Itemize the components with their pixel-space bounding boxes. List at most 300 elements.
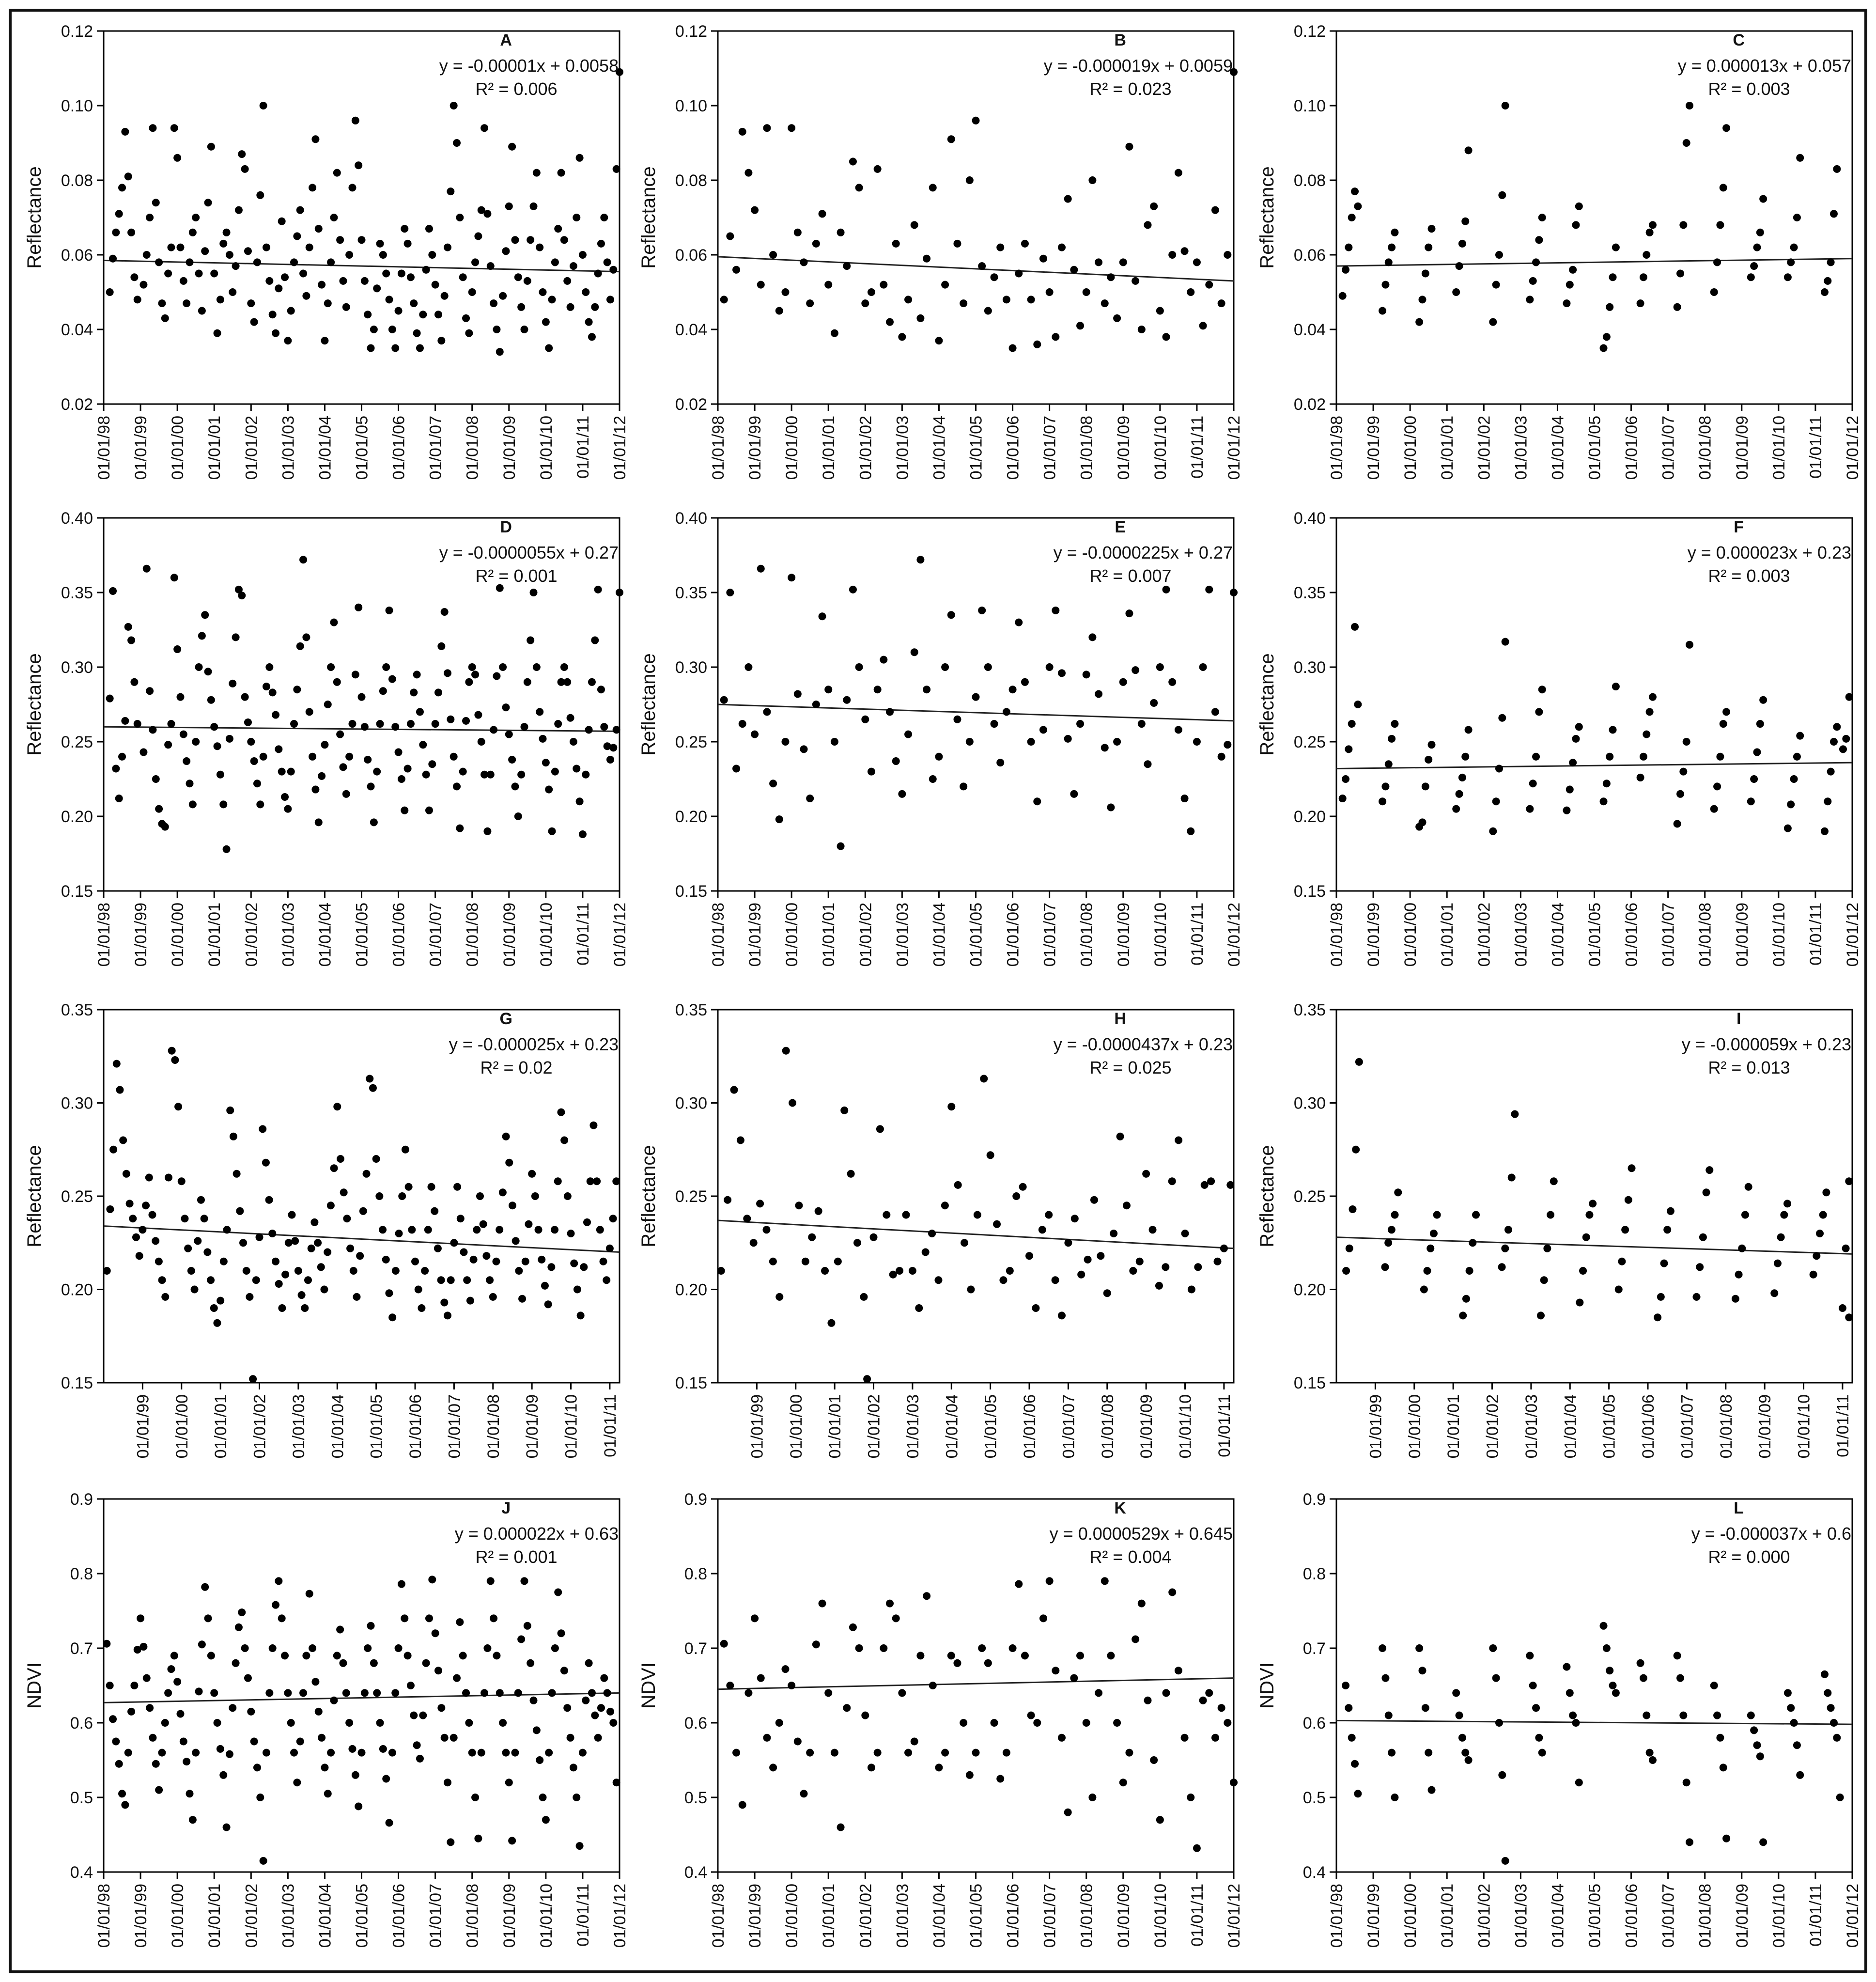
data-point <box>1600 797 1608 805</box>
data-point <box>1606 753 1613 761</box>
data-point <box>171 574 178 581</box>
data-point <box>192 738 200 746</box>
y-tick-label-F: 0.25 <box>1293 733 1326 751</box>
x-tick-label-C: 01/01/10 <box>1769 416 1788 480</box>
data-point <box>462 1689 470 1697</box>
data-point <box>441 608 449 616</box>
data-point <box>402 1146 409 1154</box>
data-point <box>855 663 863 671</box>
y-tick-label-B: 0.06 <box>675 246 707 265</box>
data-point <box>916 314 924 322</box>
data-point <box>1181 1734 1189 1742</box>
data-point <box>364 311 372 318</box>
data-point <box>372 1155 380 1163</box>
panel-C <box>1256 22 1862 480</box>
data-point <box>132 1233 140 1241</box>
data-point <box>1144 760 1152 768</box>
data-point <box>115 1760 123 1768</box>
data-point <box>483 210 491 218</box>
data-point <box>168 1047 176 1055</box>
data-point <box>481 1689 488 1697</box>
x-tick-label-F: 01/01/99 <box>1364 903 1383 967</box>
data-point <box>991 1719 998 1727</box>
y-tick-label-K: 0.8 <box>684 1565 707 1583</box>
data-point <box>1830 1719 1838 1727</box>
data-point <box>275 1577 282 1585</box>
x-tick-label-L: 01/01/12 <box>1844 1884 1862 1948</box>
data-point <box>437 642 445 650</box>
data-point <box>1211 206 1219 214</box>
data-point <box>376 1719 384 1727</box>
y-axis-label-A: Reflectance <box>24 166 45 269</box>
data-point <box>1046 663 1054 671</box>
data-point <box>868 768 875 776</box>
data-point <box>530 589 538 596</box>
data-point <box>281 273 289 281</box>
data-point <box>1021 678 1029 686</box>
data-point <box>192 214 200 221</box>
y-tick-label-J: 0.7 <box>70 1639 93 1658</box>
data-point <box>1351 187 1359 195</box>
data-point <box>1713 258 1721 266</box>
data-point <box>1168 1589 1176 1596</box>
data-point <box>259 1125 266 1133</box>
data-point <box>314 1239 322 1247</box>
data-point <box>1107 1652 1115 1659</box>
data-point <box>253 258 261 266</box>
x-tick-label-H: 01/01/05 <box>981 1394 1000 1459</box>
data-point <box>514 273 522 281</box>
data-point <box>837 843 845 850</box>
data-point <box>923 255 930 263</box>
data-point <box>567 714 574 722</box>
data-point <box>591 1712 599 1719</box>
data-point <box>1458 774 1466 781</box>
data-point <box>1354 1790 1362 1797</box>
data-point <box>1461 218 1469 225</box>
data-point <box>278 1304 286 1312</box>
data-point <box>1566 786 1574 794</box>
data-point <box>1537 1311 1545 1319</box>
data-point <box>1827 768 1835 776</box>
x-tick-label-K: 01/01/12 <box>1225 1884 1243 1948</box>
data-point <box>1175 169 1182 177</box>
data-point <box>143 1674 151 1682</box>
data-point <box>1569 266 1577 274</box>
panel-letter-G: G <box>499 1010 512 1028</box>
y-axis-label-E: Reflectance <box>638 653 659 756</box>
data-point <box>1125 143 1133 151</box>
data-point <box>762 1226 770 1233</box>
data-point <box>490 726 497 733</box>
data-point <box>934 1276 942 1284</box>
data-point <box>1083 288 1090 296</box>
data-point <box>548 827 556 835</box>
data-point <box>272 711 279 719</box>
data-point <box>363 1170 371 1178</box>
y-tick-label-B: 0.12 <box>675 22 707 41</box>
data-point <box>1424 1267 1431 1275</box>
x-tick-label-B: 01/01/00 <box>783 416 802 480</box>
data-point <box>1654 1313 1661 1321</box>
data-point <box>1188 1286 1195 1294</box>
data-point <box>1339 292 1347 300</box>
data-point <box>868 1764 875 1771</box>
x-tick-label-K: 01/01/05 <box>967 1884 986 1948</box>
data-point <box>416 344 424 352</box>
x-tick-label-C: 01/01/08 <box>1696 416 1715 480</box>
y-tick-label-J: 0.5 <box>70 1789 93 1807</box>
x-tick-label-J: 01/01/98 <box>95 1884 113 1948</box>
y-tick-label-D: 0.35 <box>61 584 93 602</box>
data-point <box>1526 1652 1534 1659</box>
x-tick-label-K: 01/01/00 <box>783 1884 802 1948</box>
data-point <box>214 329 221 337</box>
data-point <box>376 240 384 248</box>
data-point <box>505 1779 513 1786</box>
data-point <box>395 307 403 315</box>
data-point <box>121 128 129 136</box>
data-point <box>1076 322 1084 329</box>
data-point <box>929 184 937 191</box>
data-point <box>1489 827 1497 835</box>
x-tick-label-K: 01/01/09 <box>1114 1884 1133 1948</box>
data-point <box>496 348 504 356</box>
data-point <box>287 1719 295 1727</box>
data-point <box>520 326 528 333</box>
data-point <box>1845 1177 1853 1185</box>
data-point <box>1033 1719 1041 1727</box>
data-point <box>750 1239 758 1247</box>
data-point <box>425 1614 433 1622</box>
data-point <box>343 1215 351 1222</box>
data-point <box>1732 1295 1739 1303</box>
data-point <box>1181 247 1189 255</box>
data-point <box>115 210 123 218</box>
data-point <box>1529 277 1537 285</box>
data-point <box>321 741 328 749</box>
data-point <box>437 1704 445 1712</box>
data-point <box>204 1614 212 1622</box>
data-point <box>1025 1252 1033 1260</box>
data-point <box>892 757 900 765</box>
data-point <box>600 1674 608 1682</box>
data-point <box>1824 1689 1831 1697</box>
data-point <box>1045 1211 1053 1219</box>
data-point <box>1101 1577 1109 1585</box>
data-point <box>311 786 319 794</box>
y-tick-label-C: 0.08 <box>1293 172 1326 190</box>
data-point <box>542 318 550 326</box>
data-point <box>499 1188 507 1196</box>
data-point <box>1649 1756 1657 1764</box>
data-point <box>432 281 439 289</box>
y-tick-label-L: 0.6 <box>1302 1714 1326 1732</box>
data-point <box>401 225 408 233</box>
regression-equation-A: y = -0.00001x + 0.0058 <box>439 56 619 76</box>
data-point <box>1720 1764 1727 1771</box>
data-point <box>582 288 589 296</box>
data-point <box>1348 214 1356 221</box>
data-point <box>119 1137 127 1144</box>
data-point <box>318 281 326 289</box>
y-tick-label-E: 0.30 <box>675 658 707 677</box>
data-point <box>308 1245 315 1252</box>
data-point <box>375 1192 383 1200</box>
data-point <box>904 731 912 738</box>
data-point <box>1489 318 1497 326</box>
data-point <box>837 229 845 236</box>
data-point <box>1381 782 1389 790</box>
data-point <box>1150 699 1158 707</box>
data-point <box>453 139 461 147</box>
data-point <box>1759 696 1767 704</box>
x-tick-label-K: 01/01/02 <box>856 1884 875 1948</box>
x-tick-label-C: 01/01/09 <box>1733 416 1752 480</box>
x-tick-label-B: 01/01/10 <box>1151 416 1170 480</box>
data-point <box>886 708 894 716</box>
data-point <box>909 1267 916 1275</box>
data-point <box>570 738 577 746</box>
data-point <box>432 1629 439 1637</box>
data-point <box>1674 820 1681 827</box>
data-point <box>1504 1226 1512 1233</box>
data-point <box>1381 1674 1389 1682</box>
data-point <box>281 793 289 801</box>
data-point <box>1129 1267 1137 1275</box>
data-point <box>1603 333 1611 341</box>
data-point <box>489 1293 497 1301</box>
data-point <box>916 556 924 563</box>
data-point <box>1735 1271 1743 1279</box>
panel-letter-K: K <box>1114 1499 1126 1517</box>
data-point <box>391 344 399 352</box>
data-point <box>1101 299 1109 307</box>
data-point <box>769 780 777 787</box>
y-tick-label-C: 0.12 <box>1293 22 1326 41</box>
data-point <box>1716 753 1724 761</box>
data-point <box>1643 731 1650 738</box>
data-point <box>201 1215 208 1222</box>
data-point <box>1012 1192 1020 1200</box>
x-tick-label-K: 01/01/11 <box>1188 1884 1207 1947</box>
data-point <box>407 273 415 281</box>
data-point <box>579 251 587 259</box>
data-point <box>278 768 286 776</box>
data-point <box>1095 690 1102 698</box>
data-point <box>288 1211 295 1219</box>
data-point <box>1113 314 1121 322</box>
x-tick-label-C: 01/01/11 <box>1806 416 1825 479</box>
data-point <box>1214 1258 1222 1265</box>
data-point <box>1489 1644 1497 1652</box>
data-point <box>954 1181 962 1189</box>
data-point <box>201 247 209 255</box>
data-point <box>447 1838 454 1846</box>
data-point <box>860 1293 868 1301</box>
data-point <box>916 1652 924 1659</box>
data-point <box>1033 341 1041 348</box>
data-point <box>246 1293 253 1301</box>
data-point <box>342 303 350 311</box>
x-tick-label-I: 01/01/03 <box>1522 1394 1541 1459</box>
data-point <box>1064 1239 1072 1247</box>
data-point <box>281 1652 289 1659</box>
data-point <box>226 735 233 743</box>
data-point <box>189 800 197 808</box>
data-point <box>263 1749 270 1757</box>
data-point <box>296 1738 304 1746</box>
data-point <box>171 1652 178 1659</box>
data-point <box>585 318 593 326</box>
data-point <box>1019 1183 1027 1191</box>
r-squared-G: R² = 0.02 <box>480 1058 553 1077</box>
data-point <box>1582 1233 1590 1241</box>
data-point <box>551 768 559 776</box>
x-tick-label-F: 01/01/00 <box>1401 903 1420 967</box>
data-point <box>775 1293 783 1301</box>
data-point <box>499 663 507 671</box>
x-tick-label-I: 01/01/04 <box>1561 1394 1580 1459</box>
data-point <box>1538 1749 1546 1757</box>
data-point <box>720 1640 728 1648</box>
data-point <box>456 214 464 221</box>
data-point <box>800 745 808 753</box>
data-point <box>606 1708 614 1716</box>
data-point <box>462 717 470 725</box>
data-point <box>263 244 270 251</box>
x-tick-label-F: 01/01/01 <box>1438 903 1457 967</box>
data-point <box>953 240 961 248</box>
data-point <box>720 696 728 704</box>
data-point <box>127 1708 135 1716</box>
data-point <box>1187 827 1194 835</box>
data-point <box>1625 1196 1632 1204</box>
data-point <box>145 1174 153 1182</box>
data-point <box>915 1304 923 1312</box>
data-point <box>1787 258 1795 266</box>
x-tick-label-G: 01/01/07 <box>445 1394 464 1459</box>
data-point <box>336 731 344 738</box>
data-point <box>1686 102 1693 109</box>
data-point <box>358 693 366 701</box>
x-tick-label-F: 01/01/08 <box>1696 903 1715 967</box>
data-point <box>103 1267 111 1275</box>
y-axis-label-K: NDVI <box>638 1662 659 1709</box>
data-point <box>935 753 943 761</box>
x-tick-label-G: 01/01/05 <box>367 1394 386 1459</box>
y-tick-label-I: 0.20 <box>1293 1280 1326 1299</box>
data-point <box>1342 1267 1350 1275</box>
data-point <box>831 1749 838 1757</box>
data-point <box>345 1719 353 1727</box>
data-point <box>1649 221 1657 229</box>
data-point <box>849 1623 857 1631</box>
x-tick-label-A: 01/01/98 <box>95 416 113 480</box>
data-point <box>1354 203 1362 210</box>
data-point <box>594 270 602 278</box>
data-point <box>1458 1734 1466 1742</box>
data-point <box>1058 669 1066 677</box>
data-point <box>984 1659 992 1667</box>
data-point <box>320 1286 328 1294</box>
data-point <box>1349 1205 1356 1213</box>
data-point <box>356 1252 364 1260</box>
data-point <box>1609 726 1617 733</box>
data-point <box>511 236 519 244</box>
x-tick-label-E: 01/01/10 <box>1151 903 1170 967</box>
y-tick-label-I: 0.15 <box>1293 1374 1326 1392</box>
data-point <box>1660 1260 1668 1267</box>
data-point <box>167 720 175 728</box>
data-point <box>309 753 316 761</box>
data-point <box>126 1200 134 1207</box>
data-point <box>388 1313 396 1321</box>
data-point <box>244 1674 252 1682</box>
y-tick-label-C: 0.02 <box>1293 395 1326 414</box>
data-point <box>428 1576 436 1583</box>
x-tick-label-J: 01/01/02 <box>242 1884 261 1948</box>
data-point <box>1839 1304 1846 1312</box>
data-point <box>327 1749 335 1757</box>
data-point <box>431 1207 438 1215</box>
data-point <box>450 102 458 109</box>
figure-frame <box>9 9 1867 1973</box>
data-point <box>978 262 986 270</box>
data-point <box>353 1293 360 1301</box>
data-point <box>1710 1682 1718 1689</box>
data-point <box>1572 735 1580 743</box>
data-point <box>996 1775 1004 1783</box>
data-point <box>554 1177 562 1185</box>
data-point <box>911 221 918 229</box>
data-point <box>520 723 528 731</box>
trend-line-K <box>718 1678 1234 1689</box>
data-point <box>265 277 273 285</box>
data-point <box>593 1177 601 1185</box>
data-point <box>1603 780 1611 787</box>
data-point <box>966 176 974 184</box>
data-point <box>149 124 156 132</box>
x-tick-label-K: 01/01/01 <box>820 1884 838 1948</box>
data-point <box>269 311 277 318</box>
data-point <box>333 1652 341 1659</box>
data-point <box>210 1304 218 1312</box>
x-tick-label-A: 01/01/11 <box>574 416 592 479</box>
data-point <box>1187 288 1194 296</box>
x-tick-label-G: 01/01/00 <box>172 1394 191 1459</box>
data-point <box>1039 726 1047 733</box>
data-point <box>480 1220 487 1228</box>
data-point <box>827 1319 835 1327</box>
data-point <box>831 329 838 337</box>
data-point <box>465 1719 473 1727</box>
data-point <box>843 262 851 270</box>
data-point <box>1738 1245 1746 1252</box>
data-point <box>1637 774 1644 781</box>
data-point <box>883 1211 890 1219</box>
y-axis-label-J: NDVI <box>24 1662 45 1709</box>
x-tick-label-A: 01/01/05 <box>353 416 372 480</box>
panel-letter-I: I <box>1736 1010 1741 1028</box>
data-point <box>191 1286 199 1294</box>
data-point <box>262 1159 270 1167</box>
data-point <box>1352 1146 1360 1154</box>
data-point <box>596 1226 604 1233</box>
data-point <box>164 741 172 749</box>
data-point <box>336 236 344 244</box>
data-point <box>1346 1245 1353 1252</box>
